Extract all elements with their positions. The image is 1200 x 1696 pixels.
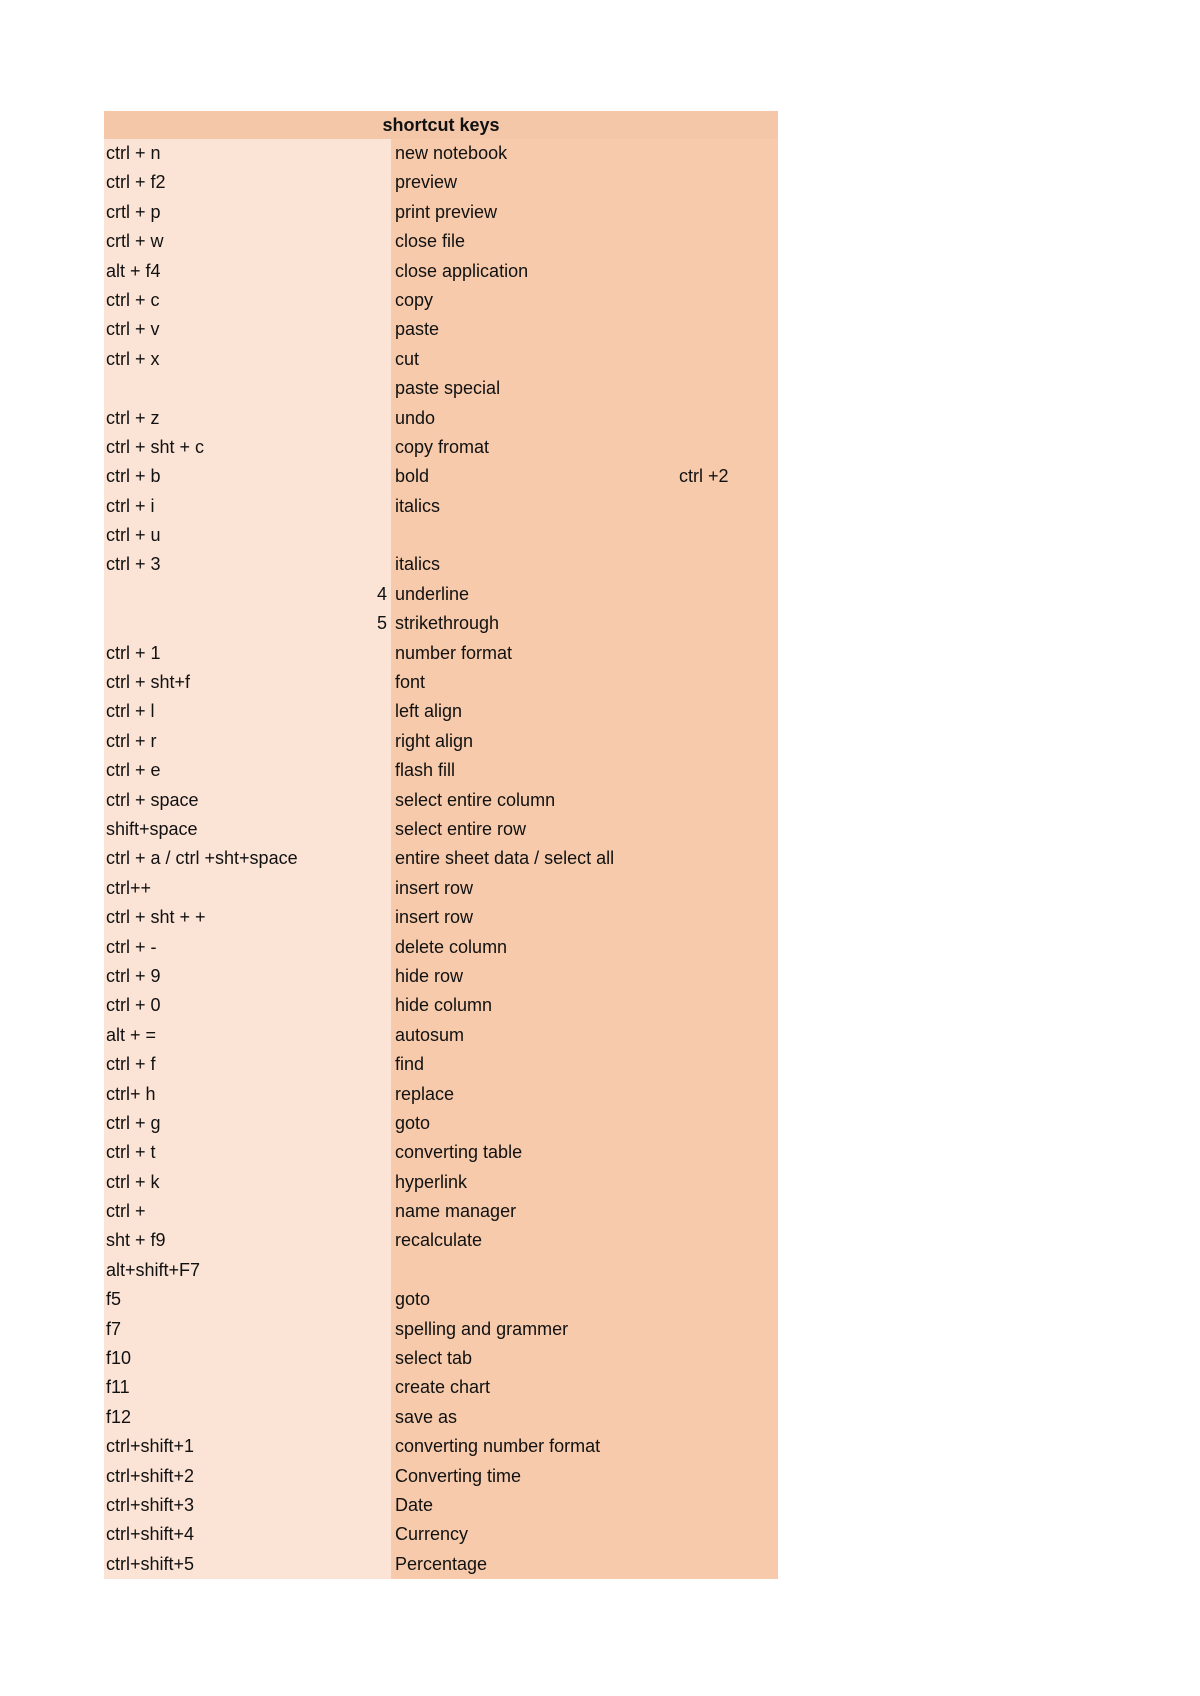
shortcut-action-cell — [391, 1373, 778, 1402]
shortcut-action: goto — [395, 1112, 431, 1133]
table-title: shortcut keys — [104, 111, 778, 139]
shortcut-key-cell — [104, 844, 391, 873]
shortcut-key: ctrl+shift+4 — [106, 1524, 195, 1545]
shortcut-action-cell — [391, 727, 778, 756]
table-row — [104, 1021, 778, 1050]
shortcut-action-cell — [391, 550, 778, 579]
shortcut-action-cell — [391, 639, 778, 668]
table-row — [104, 404, 778, 433]
table-row — [104, 962, 778, 991]
table-row — [104, 374, 778, 403]
shortcut-key: ctrl + i — [106, 495, 155, 516]
shortcut-action: converting number format — [395, 1436, 601, 1457]
shortcut-key-cell — [104, 1021, 391, 1050]
shortcut-action-cell — [391, 345, 778, 374]
shortcut-key: alt + = — [106, 1024, 157, 1045]
shortcut-key-cell — [104, 874, 391, 903]
shortcut-action: save as — [395, 1406, 458, 1427]
shortcut-key-cell — [104, 1403, 391, 1432]
shortcut-key: ctrl + x — [106, 348, 160, 369]
shortcut-action-cell — [391, 580, 778, 609]
shortcut-action: delete column — [395, 936, 508, 957]
shortcut-key: f7 — [106, 1318, 122, 1339]
shortcut-action: flash fill — [395, 760, 456, 781]
shortcut-action: Currency — [395, 1524, 469, 1545]
shortcut-key-cell — [104, 668, 391, 697]
shortcut-action-cell — [391, 933, 778, 962]
shortcut-action: select tab — [395, 1348, 473, 1369]
shortcut-action-cell — [391, 786, 778, 815]
shortcut-key-cell — [104, 1050, 391, 1079]
shortcut-key-cell — [104, 639, 391, 668]
shortcut-key: crtl + w — [106, 231, 164, 252]
shortcut-action-cell — [391, 492, 778, 521]
shortcut-key-cell — [104, 462, 391, 491]
table-row — [104, 1285, 778, 1314]
shortcut-action: paste — [395, 319, 440, 340]
shortcut-action-cell — [391, 1080, 778, 1109]
table-row — [104, 1168, 778, 1197]
shortcut-key: ctrl + 9 — [106, 965, 161, 986]
shortcut-action: copy — [395, 289, 434, 310]
shortcut-action-cell — [391, 1256, 778, 1285]
shortcut-action: italics — [395, 495, 441, 516]
shortcut-action-cell — [391, 1050, 778, 1079]
shortcut-key: ctrl + 0 — [106, 995, 161, 1016]
shortcut-key-cell — [104, 756, 391, 785]
shortcut-key-cell — [104, 1432, 391, 1461]
shortcut-key: ctrl + sht + + — [106, 907, 206, 928]
shortcut-action-cell — [391, 668, 778, 697]
table-row — [104, 668, 778, 697]
shortcut-action-cell — [391, 168, 778, 197]
shortcut-key: ctrl++ — [106, 877, 152, 898]
shortcut-alt-key: ctrl +2 — [679, 466, 729, 487]
table-row — [104, 492, 778, 521]
table-row — [104, 815, 778, 844]
shortcut-key-cell — [104, 345, 391, 374]
shortcut-key-cell — [104, 198, 391, 227]
shortcut-action-cell — [391, 433, 778, 462]
shortcut-action: left align — [395, 701, 463, 722]
shortcut-key: ctrl + space — [106, 789, 199, 810]
shortcut-key: f5 — [106, 1289, 122, 1310]
shortcut-key-cell — [104, 257, 391, 286]
table-row — [104, 580, 778, 609]
shortcut-action-cell — [391, 462, 778, 491]
shortcut-action-cell — [391, 1197, 778, 1226]
table-row — [104, 1226, 778, 1255]
shortcut-action-cell — [391, 1403, 778, 1432]
shortcut-key-cell — [104, 1520, 391, 1549]
shortcut-action-cell — [391, 1344, 778, 1373]
shortcut-key: ctrl + - — [106, 936, 157, 957]
shortcut-action: spelling and grammer — [395, 1318, 569, 1339]
shortcut-action-cell — [391, 1550, 778, 1579]
shortcut-key-cell — [104, 1344, 391, 1373]
table-row — [104, 1432, 778, 1461]
table-row — [104, 257, 778, 286]
shortcut-key-cell — [104, 168, 391, 197]
shortcut-action: Date — [395, 1494, 434, 1515]
shortcut-action: close application — [395, 260, 529, 281]
shortcut-key: ctrl+shift+3 — [106, 1494, 195, 1515]
shortcut-action: find — [395, 1054, 425, 1075]
table-row — [104, 756, 778, 785]
shortcut-key-cell — [104, 962, 391, 991]
shortcut-action-cell — [391, 374, 778, 403]
table-row — [104, 286, 778, 315]
shortcut-key-cell — [104, 227, 391, 256]
shortcut-action-cell — [391, 521, 778, 550]
shortcut-action-cell — [391, 874, 778, 903]
shortcut-action-cell — [391, 1520, 778, 1549]
shortcut-action: copy fromat — [395, 436, 490, 457]
table-row — [104, 1462, 778, 1491]
shortcut-action: recalculate — [395, 1230, 483, 1251]
shortcut-key: sht + f9 — [106, 1230, 166, 1251]
shortcut-key: ctrl + r — [106, 730, 157, 751]
shortcut-action: insert row — [395, 877, 474, 898]
table-row — [104, 345, 778, 374]
shortcut-key-cell — [104, 933, 391, 962]
shortcut-key: ctrl + sht+f — [106, 672, 191, 693]
table-row — [104, 433, 778, 462]
shortcut-key: ctrl + a / ctrl +sht+space — [106, 848, 298, 869]
shortcut-action-cell — [391, 1432, 778, 1461]
shortcut-action: hyperlink — [395, 1171, 468, 1192]
shortcut-action-cell — [391, 1109, 778, 1138]
shortcut-key-cell — [104, 1491, 391, 1520]
table-row — [104, 315, 778, 344]
shortcut-key-cell — [104, 315, 391, 344]
table-row — [104, 168, 778, 197]
table-row — [104, 874, 778, 903]
shortcut-key-cell — [104, 903, 391, 932]
shortcut-action: Percentage — [395, 1553, 488, 1574]
shortcut-action: cut — [395, 348, 420, 369]
shortcut-action-cell — [391, 257, 778, 286]
shortcut-action-cell — [391, 815, 778, 844]
shortcut-action-cell — [391, 227, 778, 256]
shortcut-action-cell — [391, 1138, 778, 1167]
table-row — [104, 521, 778, 550]
shortcut-table — [104, 111, 778, 1579]
shortcut-key: crtl + p — [106, 201, 161, 222]
shortcut-action: print preview — [395, 201, 498, 222]
table-row — [104, 227, 778, 256]
shortcut-action: hide column — [395, 995, 493, 1016]
shortcut-action: Converting time — [395, 1465, 522, 1486]
shortcut-action: number format — [395, 642, 513, 663]
shortcut-action: name manager — [395, 1201, 517, 1222]
table-row — [104, 1520, 778, 1549]
shortcut-action: autosum — [395, 1024, 465, 1045]
shortcut-action-cell — [391, 962, 778, 991]
shortcut-key: alt + f4 — [106, 260, 161, 281]
shortcut-action: undo — [395, 407, 436, 428]
shortcut-key-cell — [104, 697, 391, 726]
shortcut-key: ctrl+shift+5 — [106, 1553, 195, 1574]
table-row — [104, 609, 778, 638]
shortcut-action: bold — [395, 466, 430, 487]
shortcut-key: ctrl + e — [106, 760, 161, 781]
shortcut-number: 5 — [376, 613, 387, 634]
shortcut-key: ctrl + g — [106, 1112, 161, 1133]
shortcut-action: new notebook — [395, 143, 508, 163]
shortcut-action: goto — [395, 1289, 431, 1310]
shortcut-key: ctrl + 1 — [106, 642, 161, 663]
table-row — [104, 1256, 778, 1285]
shortcut-key: ctrl + z — [106, 407, 160, 428]
shortcut-key-cell — [104, 815, 391, 844]
shortcut-action: close file — [395, 231, 466, 252]
shortcut-key: ctrl + — [106, 1201, 146, 1222]
shortcut-action: select entire row — [395, 818, 527, 839]
shortcut-key: ctrl + l — [106, 701, 155, 722]
table-row — [104, 1080, 778, 1109]
table-row — [104, 786, 778, 815]
table-row — [104, 139, 778, 168]
shortcut-key: ctrl+ h — [106, 1083, 156, 1104]
table-row — [104, 1315, 778, 1344]
table-row — [104, 1403, 778, 1432]
shortcut-action-cell — [391, 1021, 778, 1050]
shortcut-key: ctrl + n — [106, 143, 161, 163]
shortcut-action: insert row — [395, 907, 474, 928]
shortcut-action: hide row — [395, 965, 464, 986]
shortcut-action-cell — [391, 139, 778, 168]
shortcut-key-cell — [104, 1285, 391, 1314]
shortcut-key-cell — [104, 991, 391, 1020]
table-row — [104, 1491, 778, 1520]
shortcut-action-cell — [391, 1491, 778, 1520]
shortcut-key-cell — [104, 786, 391, 815]
shortcut-action-cell — [391, 286, 778, 315]
shortcut-action: right align — [395, 730, 474, 751]
shortcut-key-cell — [104, 1373, 391, 1402]
table-row — [104, 462, 778, 491]
shortcut-key-cell — [104, 433, 391, 462]
shortcut-action: paste special — [395, 378, 501, 399]
shortcut-key-cell — [104, 492, 391, 521]
shortcut-action-cell — [391, 609, 778, 638]
shortcut-action-cell — [391, 697, 778, 726]
table-row — [104, 1050, 778, 1079]
shortcut-key: ctrl+shift+1 — [106, 1436, 195, 1457]
table-row — [104, 550, 778, 579]
table-row — [104, 1109, 778, 1138]
shortcut-action: italics — [395, 554, 441, 575]
table-row — [104, 727, 778, 756]
shortcut-action: font — [395, 672, 426, 693]
shortcut-key-cell — [104, 1226, 391, 1255]
table-row — [104, 903, 778, 932]
shortcut-key: ctrl + t — [106, 1142, 156, 1163]
shortcut-action: preview — [395, 172, 458, 193]
shortcut-key-cell — [104, 609, 391, 638]
shortcut-key: alt+shift+F7 — [106, 1259, 201, 1280]
shortcut-action-cell — [391, 198, 778, 227]
table-row — [104, 1138, 778, 1167]
shortcut-action-cell — [391, 844, 778, 873]
shortcut-action-cell — [391, 1285, 778, 1314]
table-body — [104, 139, 778, 1579]
table-row — [104, 844, 778, 873]
shortcut-key-cell — [104, 1168, 391, 1197]
shortcut-key-cell — [104, 286, 391, 315]
shortcut-key-cell — [104, 1462, 391, 1491]
shortcut-key-cell — [104, 580, 391, 609]
shortcut-action-cell — [391, 1315, 778, 1344]
shortcut-key-cell — [104, 1109, 391, 1138]
shortcut-key: ctrl + c — [106, 289, 160, 310]
shortcut-key-cell — [104, 1550, 391, 1579]
shortcut-key: ctrl + sht + c — [106, 436, 205, 457]
shortcut-key: ctrl+shift+2 — [106, 1465, 195, 1486]
shortcut-key: ctrl + 3 — [106, 554, 161, 575]
shortcut-key-cell — [104, 550, 391, 579]
table-row — [104, 933, 778, 962]
shortcut-action: entire sheet data / select all — [395, 848, 615, 869]
shortcut-action-cell — [391, 1168, 778, 1197]
table-row — [104, 1550, 778, 1579]
table-row — [104, 198, 778, 227]
table-row — [104, 991, 778, 1020]
shortcut-action: underline — [395, 583, 470, 604]
shortcut-key: ctrl + k — [106, 1171, 160, 1192]
shortcut-key: ctrl + b — [106, 466, 161, 487]
shortcut-action-cell — [391, 903, 778, 932]
shortcut-key-cell — [104, 521, 391, 550]
shortcut-action-cell — [391, 315, 778, 344]
shortcut-key-cell — [104, 1256, 391, 1285]
shortcut-key: ctrl + u — [106, 525, 161, 546]
shortcut-number: 4 — [376, 583, 387, 604]
shortcut-key: f11 — [106, 1377, 130, 1398]
shortcut-key-cell — [104, 1080, 391, 1109]
shortcut-key: ctrl + v — [106, 319, 160, 340]
shortcut-action-cell — [391, 1462, 778, 1491]
table-row — [104, 697, 778, 726]
shortcut-key-cell — [104, 727, 391, 756]
shortcut-key: f10 — [106, 1348, 132, 1369]
shortcut-key-cell — [104, 374, 391, 403]
shortcut-key: shift+space — [106, 818, 198, 839]
shortcut-key: ctrl + f — [106, 1054, 156, 1075]
shortcut-action: converting table — [395, 1142, 523, 1163]
shortcut-key: ctrl + f2 — [106, 172, 166, 193]
shortcut-action-cell — [391, 1226, 778, 1255]
shortcut-key-cell — [104, 404, 391, 433]
table-row — [104, 1344, 778, 1373]
shortcut-action: create chart — [395, 1377, 491, 1398]
table-row — [104, 1373, 778, 1402]
shortcut-action: strikethrough — [395, 613, 500, 634]
shortcut-action: select entire column — [395, 789, 556, 810]
table-row — [104, 1197, 778, 1226]
shortcut-key-cell — [104, 1197, 391, 1226]
shortcut-key-cell — [104, 1315, 391, 1344]
shortcut-action-cell — [391, 756, 778, 785]
shortcut-action: replace — [395, 1083, 455, 1104]
shortcut-key-cell — [104, 139, 391, 168]
shortcut-action-cell — [391, 991, 778, 1020]
shortcut-key: f12 — [106, 1406, 132, 1427]
table-row — [104, 639, 778, 668]
shortcut-key-cell — [104, 1138, 391, 1167]
shortcut-action-cell — [391, 404, 778, 433]
